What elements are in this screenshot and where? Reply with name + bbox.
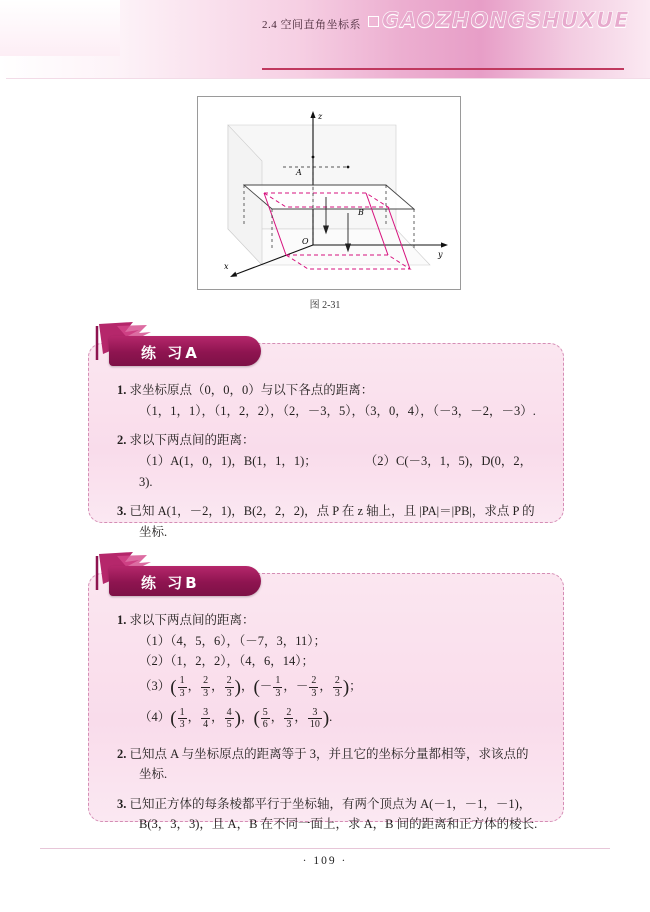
fraction: $\frac{2}{3}$ [226,675,232,699]
item-number: 1. [117,383,127,397]
item-fraction-line-4: （4）( $\frac{1}{3}$ ， $\frac{3}{4}$ ， $\frac{4}{5}$ )，( $\frac{5}{6}$ ， $\frac{2}{3}$ ， $\frac{3}{10}$ ). [139,706,333,730]
fraction: $\frac{1}{3}$ [179,706,185,730]
exercise-panel-b [88,573,564,832]
item-text: （1）A(1，0，1)，B(1，1，1)； [139,453,317,468]
item-text: （2）（1，2，2），（4，6，14）； [139,654,315,669]
footer-rule [40,848,610,849]
exercise-a-items [117,380,543,551]
fraction: $\frac{4}{5}$ [226,706,232,730]
fraction: $\frac{3}{10}$ [309,706,320,730]
brand-wordmark: GAOZHONGSHUXUE [382,8,630,32]
list-item [117,610,543,735]
item-number: 2. [117,746,127,761]
page-number: · 109 · [302,855,348,867]
item-number: 3. [117,796,127,811]
exercise-a-title: 练 习A [141,344,200,362]
item-text: B(3，3，3)，且 A，B 在不同一面上，求 A，B 间的距离和正方体的棱长. [139,817,538,832]
section-title: 2.4 空间直角坐标系 [262,19,361,31]
item-text: 坐标. [139,524,168,539]
header-left-block [0,0,120,56]
svg-text:x: x [224,262,229,271]
fraction-label: （4） [139,710,171,725]
item-text: 求坐标原点（0，0，0）与以下各点的距离： [129,383,374,397]
svg-text:A: A [296,168,302,177]
fraction: $\frac{2}{3}$ [311,675,317,699]
header-rule [262,68,624,70]
svg-text:B: B [358,208,364,217]
fraction: $\frac{2}{3}$ [286,706,292,730]
fraction: $\frac{1}{3}$ [275,675,281,699]
figure-2-31 [197,96,461,290]
page-header [0,0,650,78]
list-item [117,380,543,421]
svg-text:y: y [438,250,443,259]
item-text: （1，1，1），（1，2，2），（2，－3，5），（3，0，4），（－3，－2，－3）. [139,403,536,418]
header-hairline [0,78,650,79]
exercise-b-items [117,610,543,844]
list-item [117,501,543,542]
fraction: $\frac{2}{3}$ [203,675,209,699]
item-text: 已知正方体的每条棱都平行于坐标轴，有两个顶点为 A(－1，－1，－1)， [129,796,532,811]
item-text: 坐标. [139,767,168,782]
figure-caption: 图 2-31 [309,300,341,311]
ribbon-a [87,320,263,372]
exercise-b-title: 练 习B [141,574,200,592]
item-subline [139,451,543,492]
list-item [117,794,543,835]
item-number: 2. [117,433,127,448]
fraction: $\frac{1}{3}$ [179,675,185,699]
item-text: （1）（4，5，6），（－7，3，11）； [139,633,327,648]
item-number: 1. [117,613,127,627]
item-text: 求以下两点间的距离： [129,613,255,627]
exercise-panel-a [88,343,564,539]
svg-text:z: z [318,112,323,121]
fraction: $\frac{2}{3}$ [334,675,340,699]
fraction-label: （3） [139,678,171,693]
square-icon [368,16,379,27]
fraction: $\frac{5}{6}$ [262,706,268,730]
list-item [117,744,543,785]
figure-svg [198,97,460,289]
fraction: $\frac{3}{4}$ [203,706,209,730]
item-number: 3. [117,504,127,519]
item-text: 已知 A(1，－2，1)，B(2，2，2)，点 P 在 z 轴上，且 |PA|＝|PB|，求点 P 的 [129,504,535,519]
item-text: 已知点 A 与坐标原点的距离等于 3，并且它的坐标分量都相等，求该点的 [129,746,529,761]
list-item [117,430,543,492]
svg-text:O: O [302,237,309,246]
item-text: （2）C(－3，1，5)，D(0，2，3). [139,453,533,489]
page-left-edge [0,78,6,912]
item-fraction-line-3: （3）( $\frac{1}{3}$ ， $\frac{2}{3}$ ， $\frac{2}{3}$ )，(－ $\frac{1}{3}$ ，－ $\frac{2}{3}$ ， $\frac{2}{3}$ )； [139,675,362,699]
ribbon-b [87,550,263,602]
item-text: 求以下两点间的距离： [129,433,255,448]
